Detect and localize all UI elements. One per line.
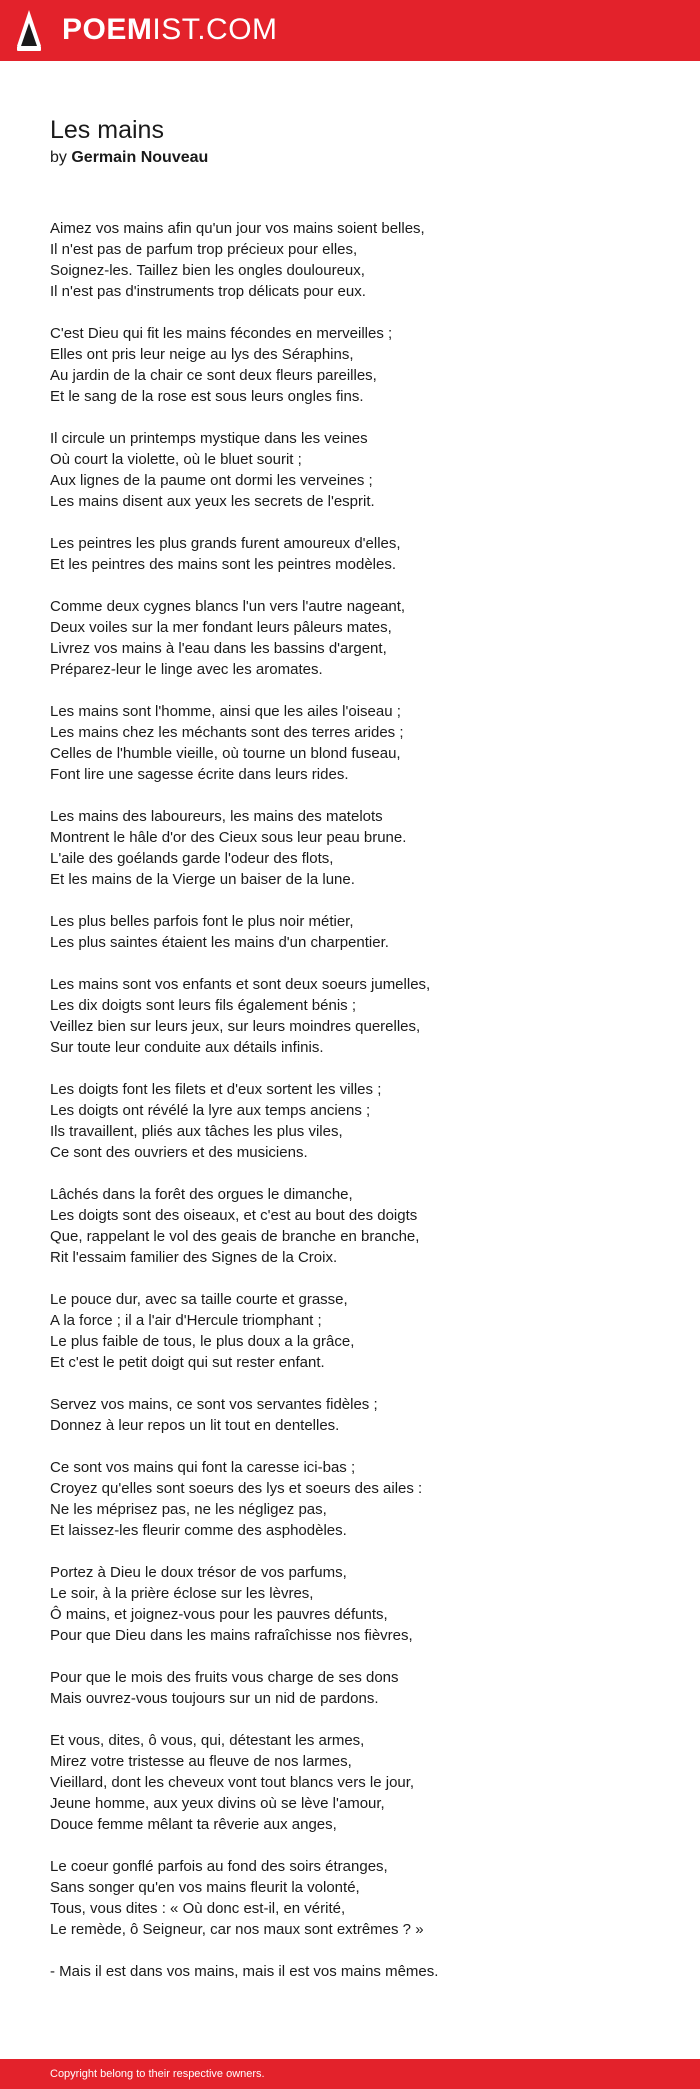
poem-line: Ce sont vos mains qui font la caresse ici-bas ;	[50, 1459, 356, 1476]
poem-line: Lâchés dans la forêt des orgues le dimanche,	[50, 1186, 353, 1203]
copyright-notice: Copyright belong to their respective owners.	[50, 2068, 265, 2080]
poem-line: Et laissez-les fleurir comme des asphodèles.	[50, 1522, 347, 1539]
poem-line: Que, rappelant le vol des geais de branche en branche,	[50, 1228, 420, 1245]
poem-line: Les mains chez les méchants sont des terres arides ;	[50, 724, 404, 741]
poem-line: Et les mains de la Vierge un baiser de la lune.	[50, 871, 355, 888]
poem-line: Il circule un printemps mystique dans les veines	[50, 430, 368, 447]
stanza	[50, 1961, 670, 1982]
byline	[50, 147, 208, 169]
poem-line: Douce femme mêlant ta rêverie aux anges,	[50, 1816, 337, 1833]
poem-line: Préparez-leur le linge avec les aromates.	[50, 661, 323, 678]
poem-line: Comme deux cygnes blancs l'un vers l'autre nageant,	[50, 598, 406, 615]
poem-line: A la force ; il a l'air d'Hercule triomphant ;	[50, 1312, 322, 1329]
poem-line: Sur toute leur conduite aux détails infinis.	[50, 1039, 324, 1056]
poem-line: Pour que Dieu dans les mains rafraîchisse nos fièvres,	[50, 1627, 413, 1644]
poem-line: Deux voiles sur la mer fondant leurs pâleurs mates,	[50, 619, 392, 636]
poem-line: Ne les méprisez pas, ne les négligez pas,	[50, 1501, 327, 1518]
stanza	[50, 596, 670, 680]
poem-line: Les doigts font les filets et d'eux sortent les villes ;	[50, 1081, 382, 1098]
poem-line: Les peintres les plus grands furent amoureux d'elles,	[50, 535, 401, 552]
stanza	[50, 1562, 670, 1646]
stanza	[50, 701, 670, 785]
stanza	[50, 428, 670, 512]
pencil-logo-icon[interactable]	[16, 9, 42, 53]
poem-line: Et les peintres des mains sont les peintres modèles.	[50, 556, 397, 573]
poem-line: Livrez vos mains à l'eau dans les bassins d'argent,	[50, 640, 387, 657]
poem-line: Ce sont des ouvriers et des musiciens.	[50, 1144, 308, 1161]
poem-line: Portez à Dieu le doux trésor de vos parfums,	[50, 1564, 347, 1581]
poem-line: Croyez qu'elles sont soeurs des lys et soeurs des ailes :	[50, 1480, 423, 1497]
stanza	[50, 1667, 670, 1709]
stanza	[50, 533, 670, 575]
stanza	[50, 1184, 670, 1268]
stanza	[50, 1856, 670, 1940]
site-footer	[0, 2059, 700, 2089]
stanza	[50, 911, 670, 953]
logo-text-light: IST.COM	[152, 13, 278, 46]
stanza	[50, 1730, 670, 1835]
logo-text-bold: POEM	[62, 13, 153, 46]
poem-line: Pour que le mois des fruits vous charge de ses dons	[50, 1669, 399, 1686]
poem-line: L'aile des goélands garde l'odeur des flots,	[50, 850, 334, 867]
poem-line: Les dix doigts sont leurs fils également bénis ;	[50, 997, 356, 1014]
poem-line: Les doigts sont des oiseaux, et c'est au bout des doigts	[50, 1207, 418, 1224]
poem-line: Mais ouvrez-vous toujours sur un nid de pardons.	[50, 1690, 379, 1707]
byline-label: by	[50, 149, 67, 166]
poem-line: Il n'est pas de parfum trop précieux pour elles,	[50, 241, 358, 258]
poem-line: Les mains des laboureurs, les mains des matelots	[50, 808, 383, 825]
stanza	[50, 806, 670, 890]
poem-line: Et le sang de la rose est sous leurs ongles fins.	[50, 388, 364, 405]
stanza	[50, 1394, 670, 1436]
stanza	[50, 1079, 670, 1163]
poem-line: Les mains sont l'homme, ainsi que les ailes l'oiseau ;	[50, 703, 401, 720]
poem-line: Elles ont pris leur neige au lys des Séraphins,	[50, 346, 354, 363]
stanza	[50, 323, 670, 407]
poem-line: Celles de l'humble vieille, où tourne un blond fuseau,	[50, 745, 401, 762]
site-header	[0, 0, 700, 61]
poem-line: Le remède, ô Seigneur, car nos maux sont extrêmes ? »	[50, 1921, 424, 1938]
poem-line: C'est Dieu qui fit les mains fécondes en merveilles ;	[50, 325, 393, 342]
poem-body	[50, 218, 670, 2003]
poem-line: Les doigts ont révélé la lyre aux temps anciens ;	[50, 1102, 371, 1119]
poem-line: Les mains disent aux yeux les secrets de l'esprit.	[50, 493, 375, 510]
poem-line: Rit l'essaim familier des Signes de la Croix.	[50, 1249, 338, 1266]
poem-line: Il n'est pas d'instruments trop délicats pour eux.	[50, 283, 366, 300]
poem-line: - Mais il est dans vos mains, mais il est vos mains mêmes.	[50, 1963, 439, 1980]
poem-line: Le coeur gonflé parfois au fond des soirs étranges,	[50, 1858, 388, 1875]
poem-line: Au jardin de la chair ce sont deux fleurs pareilles,	[50, 367, 377, 384]
site-logo[interactable]	[62, 11, 278, 49]
poem-title: Les mains	[50, 116, 164, 144]
poem-line: Sans songer qu'en vos mains fleurit la volonté,	[50, 1879, 360, 1896]
stanza	[50, 1457, 670, 1541]
poem-line: Ô mains, et joignez-vous pour les pauvres défunts,	[50, 1606, 388, 1623]
poem-line: Les plus belles parfois font le plus noir métier,	[50, 913, 354, 930]
poem-line: Aimez vos mains afin qu'un jour vos mains soient belles,	[50, 220, 425, 237]
poem-line: Le plus faible de tous, le plus doux a la grâce,	[50, 1333, 355, 1350]
poem-line: Vieillard, dont les cheveux vont tout blancs vers le jour,	[50, 1774, 415, 1791]
poem-line: Les mains sont vos enfants et sont deux soeurs jumelles,	[50, 976, 431, 993]
poem-line: Jeune homme, aux yeux divins où se lève l'amour,	[50, 1795, 385, 1812]
poem-line: Le pouce dur, avec sa taille courte et grasse,	[50, 1291, 348, 1308]
poem-line: Les plus saintes étaient les mains d'un charpentier.	[50, 934, 389, 951]
poem-line: Donnez à leur repos un lit tout en dentelles.	[50, 1417, 340, 1434]
poem-line: Ils travaillent, pliés aux tâches les plus viles,	[50, 1123, 343, 1140]
author-name: Germain Nouveau	[71, 149, 209, 166]
poem-line: Font lire une sagesse écrite dans leurs rides.	[50, 766, 349, 783]
poem-line: Le soir, à la prière éclose sur les lèvres,	[50, 1585, 314, 1602]
poem-line: Où court la violette, où le bluet sourit ;	[50, 451, 302, 468]
poem-line: Servez vos mains, ce sont vos servantes fidèles ;	[50, 1396, 378, 1413]
poem-line: Et vous, dites, ô vous, qui, détestant les armes,	[50, 1732, 365, 1749]
stanza	[50, 1289, 670, 1373]
poem-line: Aux lignes de la paume ont dormi les verveines ;	[50, 472, 373, 489]
stanza	[50, 974, 670, 1058]
poem-line: Veillez bien sur leurs jeux, sur leurs moindres querelles,	[50, 1018, 421, 1035]
poem-line: Et c'est le petit doigt qui sut rester enfant.	[50, 1354, 325, 1371]
poem-line: Mirez votre tristesse au fleuve de nos larmes,	[50, 1753, 352, 1770]
stanza	[50, 218, 670, 302]
poem-line: Montrent le hâle d'or des Cieux sous leur peau brune.	[50, 829, 407, 846]
poem-line: Soignez-les. Taillez bien les ongles douloureux,	[50, 262, 365, 279]
poem-line: Tous, vous dites : « Où donc est-il, en vérité,	[50, 1900, 346, 1917]
